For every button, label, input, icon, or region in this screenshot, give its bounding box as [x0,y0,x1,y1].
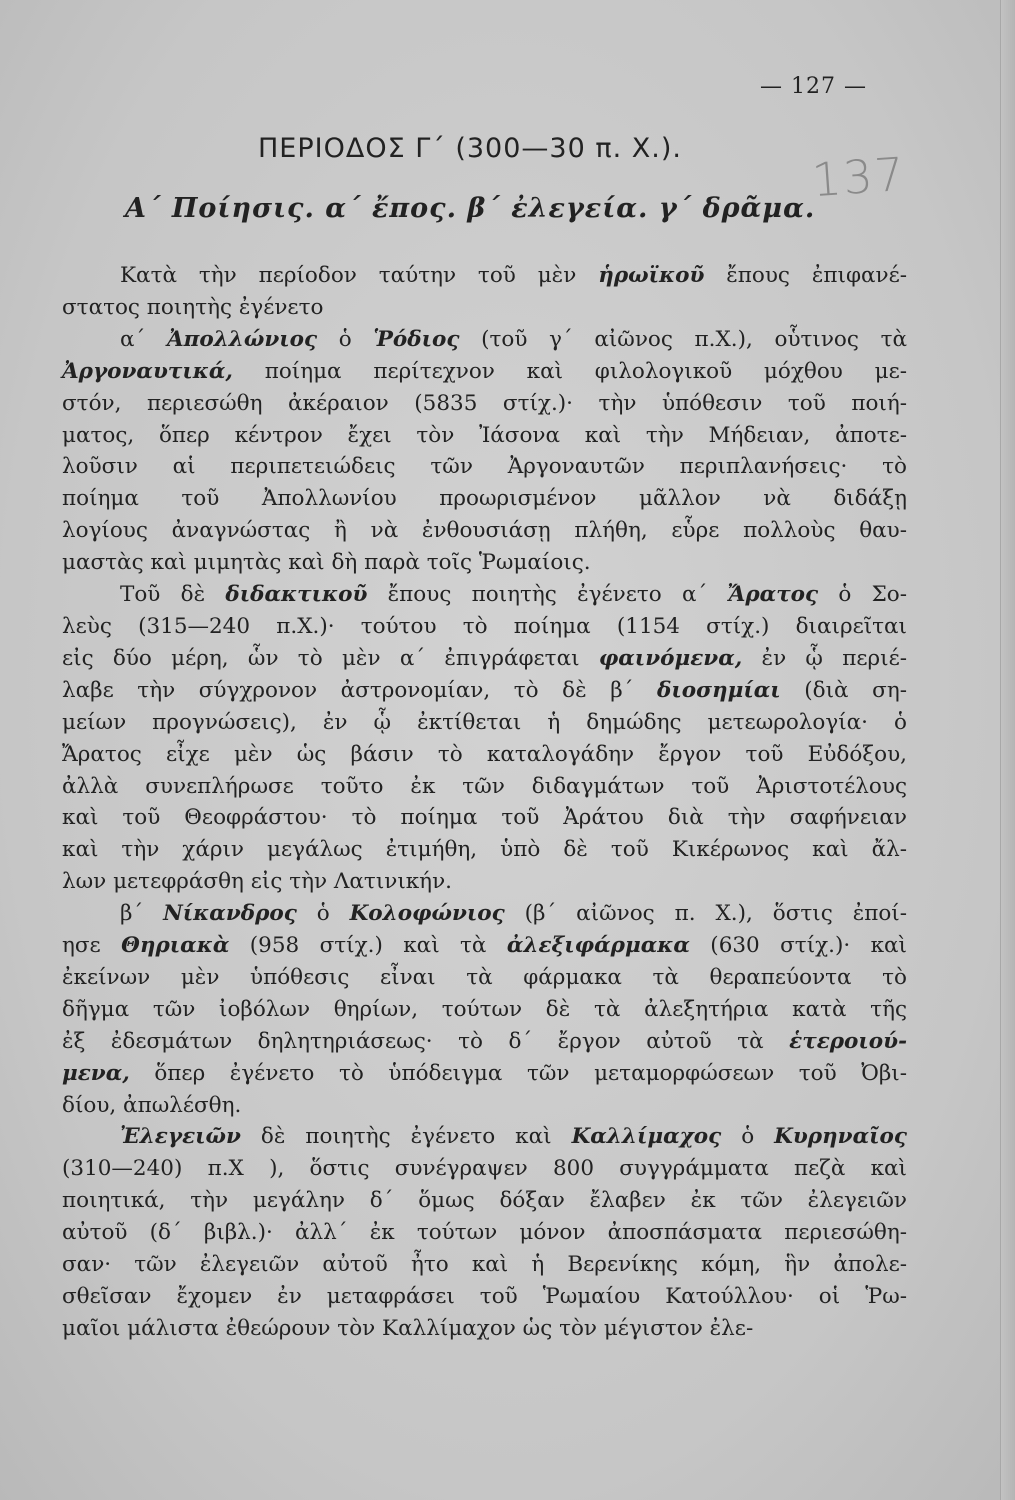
text-line [62,643,907,675]
text-line [62,1090,907,1122]
page-number: — 127 — [760,74,867,99]
emphasized-term: φαινόμενα, [598,645,743,671]
text-line [62,324,907,356]
text-segment: (630 στίχ.)· καὶ [689,933,907,959]
text-line [62,1249,907,1281]
text-segment: ὁ [296,901,350,927]
text-segment: δὲ ποιητὴς ἐγένετο καὶ [240,1124,572,1150]
emphasized-term: διδακτικοῦ [225,582,368,608]
text-segment: ὁ [721,1124,775,1150]
text-line [62,579,907,611]
text-line [62,866,907,898]
text-segment: λογίους ἀναγνώστας ἢ νὰ ἐνθουσιάσῃ πλήθη, εὗρε πολλοὺς θαυ- [62,518,907,544]
text-segment: λεὺς (315—240 π.Χ.)· τούτου τὸ ποίημα (1154 στίχ.) διαιρεῖται [62,613,907,639]
text-line [62,451,907,483]
emphasized-term: Ἐλεγειῶν [120,1124,241,1150]
text-segment: α΄ [120,326,167,352]
text-segment: ἐκείνων μὲν ὑπόθεσις εἶναι τὰ φάρμακα τὰ θεραπεύοντα τὸ [62,964,907,990]
text-line [62,1313,907,1345]
text-line [62,739,907,771]
text-segment: ἔπους ἐπιφανέ- [704,263,908,288]
text-segment: καὶ τοῦ Θεοφράστου· τὸ ποίημα τοῦ Ἀράτου διὰ τὴν σαφήνειαν [62,805,907,831]
text-line [62,1281,907,1313]
emphasized-term: ἑτεροιού- [789,1028,907,1054]
text-line [62,898,907,930]
text-segment: λαβε τὴν σύγχρονον ἀστρονομίαν, τὸ δὲ β΄ [62,677,658,703]
text-segment: αὐτοῦ (δ΄ βιβλ.)· ἀλλ΄ ἐκ τούτων μόνον ἀποσπάσματα περιεσώθη- [62,1220,907,1246]
text-line [62,1153,907,1185]
text-segment: ησε [62,933,122,959]
text-line [62,930,907,962]
emphasized-term: Νίκανδρος [163,901,297,927]
text-line [62,356,907,388]
page-edge [1000,0,1015,1500]
emphasized-term: Καλλίμαχος [571,1124,722,1150]
text-segment: δῆγμα τῶν ἰοβόλων θηρίων, τούτων δὲ τὰ ἀλεξητήρια κατὰ τῆς [62,996,907,1022]
text-segment: σθεῖσαν ἔχομεν ἐν μεταφράσει τοῦ Ῥωμαίου Κατούλλου· οἱ Ῥω- [62,1284,907,1309]
text-segment: στόν, περιεσώθη ἀκέραιον (5835 στίχ.)· τὴν ὑπόθεσιν τοῦ ποιή- [62,390,907,416]
text-segment: λοῦσιν αἱ περιπετειώδεις τῶν Ἀργοναυτῶν περιπλανήσεις· τὸ [62,454,907,480]
text-segment: λων μετεφράσθη εἰς τὴν Λατινικήν. [62,869,452,895]
text-segment: ἀλλὰ συνεπλήρωσε τοῦτο ἐκ τῶν διδαγμάτων τοῦ Ἀριστοτέλους [62,773,907,799]
text-segment: μείων προγνώσεις), ἐν ᾧ ἐκτίθεται ἡ δημώδης μετεωρολογία· ὁ [62,709,907,735]
text-segment: σαν· τῶν ἐλεγειῶν αὐτοῦ ἦτο καὶ ἡ Βερενίκης κόμη, ἣν ἀπολε- [62,1252,907,1278]
text-segment: Ἄρατος εἶχε μὲν ὡς βάσιν τὸ καταλογάδην ἔργον τοῦ Εὐδόξου, [62,741,907,767]
period-heading: ΠΕΡΙΟΔΟΣ Γ΄ (300—30 π. Χ.). [258,133,682,164]
text-segment: στατος ποιητὴς ἐγένετο [62,294,324,320]
text-segment: (958 στίχ.) καὶ τὰ [229,933,507,959]
emphasized-term: Ἄρατος [727,582,819,608]
emphasized-term: Ῥόδιος [373,326,460,352]
handwritten-page-number: 137 [810,146,908,208]
emphasized-term: Ἀργοναυτικά, [62,358,233,384]
text-segment: μαστὰς καὶ μιμητὰς καὶ δὴ παρὰ τοῖς Ῥωμαίοις. [62,550,591,576]
text-segment: β΄ [120,901,164,927]
text-line [62,1185,907,1217]
text-line [62,1121,907,1153]
text-segment: Κατὰ τὴν περίοδον ταύτην τοῦ μὲν [120,263,599,288]
text-line [62,483,907,515]
text-line [62,675,907,707]
text-line [62,611,907,643]
text-segment: καὶ τὴν χάριν μεγάλως ἐτιμήθη, ὑπὸ δὲ τοῦ Κικέρωνος καὶ ἄλ- [62,837,907,863]
text-segment: ὁ [317,326,374,352]
text-segment: ἐν ᾧ περιέ- [742,645,907,671]
text-line [62,834,907,866]
emphasized-term: ἡρωϊκοῦ [598,263,705,288]
text-segment: Τοῦ δὲ [120,582,226,608]
text-line [62,388,907,420]
text-line [62,1026,907,1058]
text-line [62,260,907,292]
emphasized-term: Θηριακὰ [121,933,230,959]
text-line [62,420,907,452]
emphasized-term: Ἀπολλώνιος [166,326,318,352]
text-line [62,707,907,739]
text-line [62,547,907,579]
text-line [62,1058,907,1090]
text-segment: (τοῦ γ΄ αἰῶνος π.Χ.), οὗτινος τὰ [459,326,907,352]
text-segment: εἰς δύο μέρη, ὧν τὸ μὲν α΄ ἐπιγράφεται [62,645,599,671]
section-heading: Α΄ Ποίησις. α΄ ἔπος. β΄ ἐλεγεία. γ΄ δρᾶμα. [125,193,816,224]
text-line [62,771,907,803]
text-segment: (β΄ αἰῶνος π. Χ.), ὅστις ἐποί- [504,901,907,927]
text-line [62,802,907,834]
emphasized-term: Κυρηναῖος [774,1124,907,1150]
text-segment: ματος, ὅπερ κέντρον ἔχει τὸν Ἰάσονα καὶ τὴν Μήδειαν, ἀποτε- [62,422,907,448]
text-segment: δίου, ἀπωλέσθη. [62,1092,242,1118]
emphasized-term: διοσημίαι [657,677,781,703]
emphasized-term: μενα, [62,1060,130,1086]
body-text [62,260,907,1345]
emphasized-term: ἀλεξιφάρμακα [506,933,690,959]
text-line [62,994,907,1026]
text-line [62,962,907,994]
text-segment: ποιητικά, τὴν μεγάλην δ΄ ὅμως δόξαν ἔλαβεν ἐκ τῶν ἐλεγειῶν [62,1188,907,1214]
text-line [62,1217,907,1249]
text-segment: ποίημα τοῦ Ἀπολλωνίου προωρισμένον μᾶλλον νὰ διδάξῃ [62,486,907,512]
text-segment: ὅπερ ἐγένετο τὸ ὑπόδειγμα τῶν μεταμορφώσεων τοῦ Ὀβι- [129,1060,907,1086]
text-segment: ποίημα περίτεχνον καὶ φιλολογικοῦ μόχθου με- [232,358,907,384]
text-line [62,292,907,324]
text-segment: ἔπους ποιητὴς ἐγένετο α΄ [367,582,728,608]
text-segment: (διὰ ση- [780,677,907,703]
text-segment: ὁ Σο- [818,582,907,608]
text-segment: μαῖοι μάλιστα ἐθεώρουν τὸν Καλλίμαχον ὡς τὸν μέγιστον ἐλε- [62,1315,754,1341]
text-segment: (310—240) π.Χ ), ὅστις συνέγραψεν 800 συγγράμματα πεζὰ καὶ [62,1156,907,1182]
text-line [62,515,907,547]
text-segment: ἐξ ἐδεσμάτων δηλητηριάσεως· τὸ δ΄ ἔργον αὐτοῦ τὰ [62,1028,790,1054]
emphasized-term: Κολοφώνιος [349,901,505,927]
